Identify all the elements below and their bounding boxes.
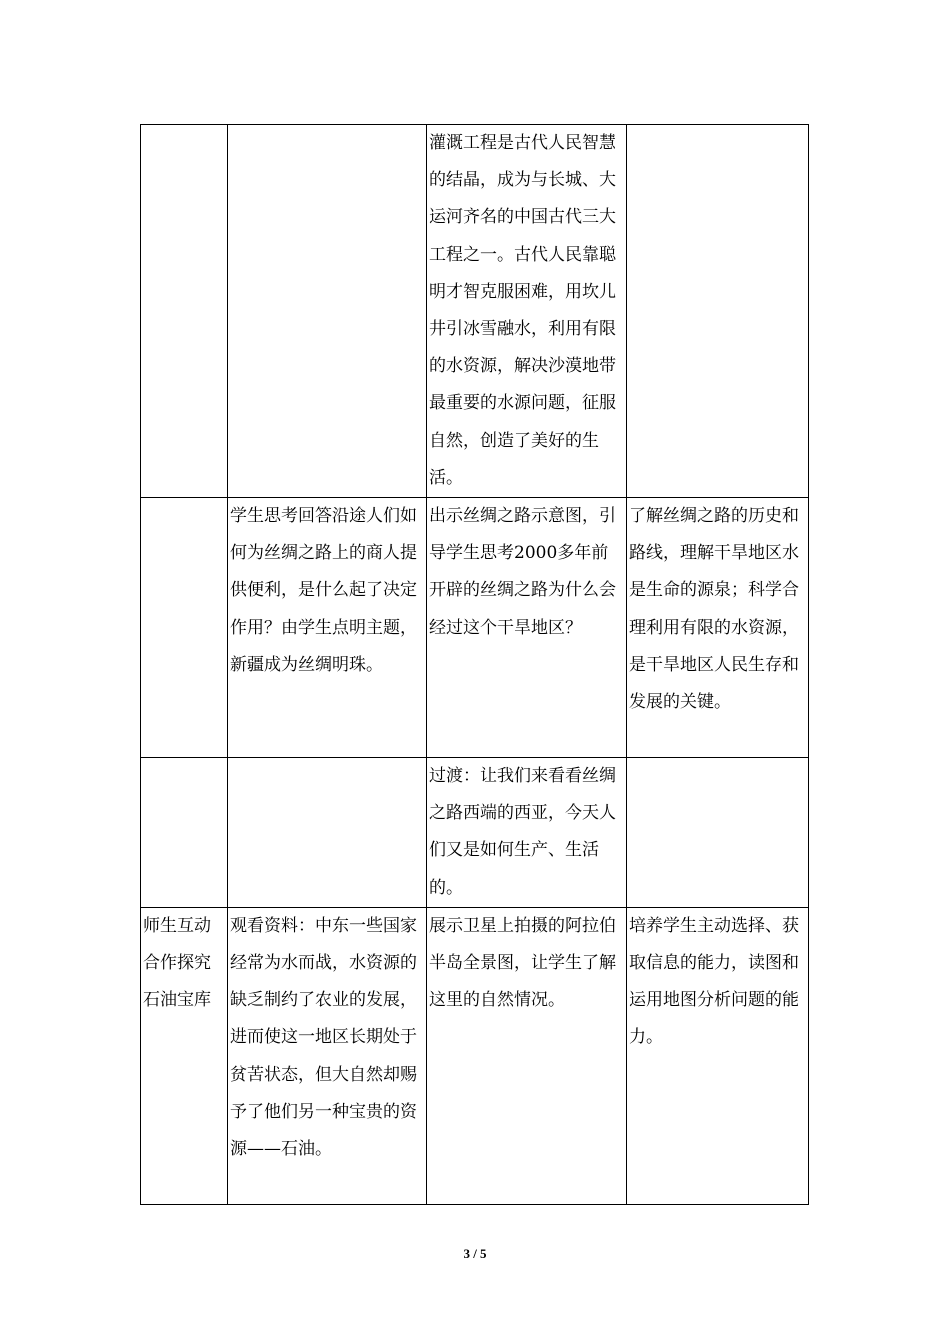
table-cell: 出示丝绸之路示意图，引导学生思考2000多年前开辟的丝绸之路为什么会经过这个干旱地区？ — [427, 498, 627, 758]
table-cell — [141, 758, 228, 908]
table-cell: 学生思考回答沿途人们如何为丝绸之路上的商人提供便利，是什么起了决定作用？由学生点明主题，新疆成为丝绸明珠。 — [228, 498, 427, 758]
table-cell: 观看资料：中东一些国家经常为水而战，水资源的缺乏制约了农业的发展，进而使这一地区长期处于贫苦状态，但大自然却赐予了他们另一种宝贵的资源——石油。 — [228, 907, 427, 1204]
table-cell: 了解丝绸之路的历史和路线，理解干旱地区水是生命的源泉；科学合理利用有限的水资源，是干旱地区人民生存和发展的关键。 — [627, 498, 809, 758]
table-cell — [228, 758, 427, 908]
table-cell — [141, 125, 228, 498]
table-row — [141, 125, 809, 498]
table-row — [141, 758, 809, 908]
table-cell: 灌溉工程是古代人民智慧的结晶，成为与长城、大运河齐名的中国古代三大工程之一。古代人民靠聪明才智克服困难，用坎儿井引冰雪融水，利用有限的水资源，解决沙漠地带最重要的水源问题，征服自然，创造了美好的生活。 — [427, 125, 627, 498]
table-cell — [228, 125, 427, 498]
lesson-plan-table — [140, 124, 809, 1205]
table-cell: 过渡：让我们来看看丝绸之路西端的西亚，今天人们又是如何生产、生活的。 — [427, 758, 627, 908]
table-cell: 展示卫星上拍摄的阿拉伯半岛全景图，让学生了解这里的自然情况。 — [427, 907, 627, 1204]
table-cell — [141, 498, 228, 758]
page-number: 3 / 5 — [463, 1246, 487, 1261]
table-cell — [627, 125, 809, 498]
table-row — [141, 907, 809, 1204]
table-row — [141, 498, 809, 758]
table-cell: 师生互动合作探究石油宝库 — [141, 907, 228, 1204]
table-cell: 培养学生主动选择、获取信息的能力，读图和运用地图分析问题的能力。 — [627, 907, 809, 1204]
table-cell — [627, 758, 809, 908]
